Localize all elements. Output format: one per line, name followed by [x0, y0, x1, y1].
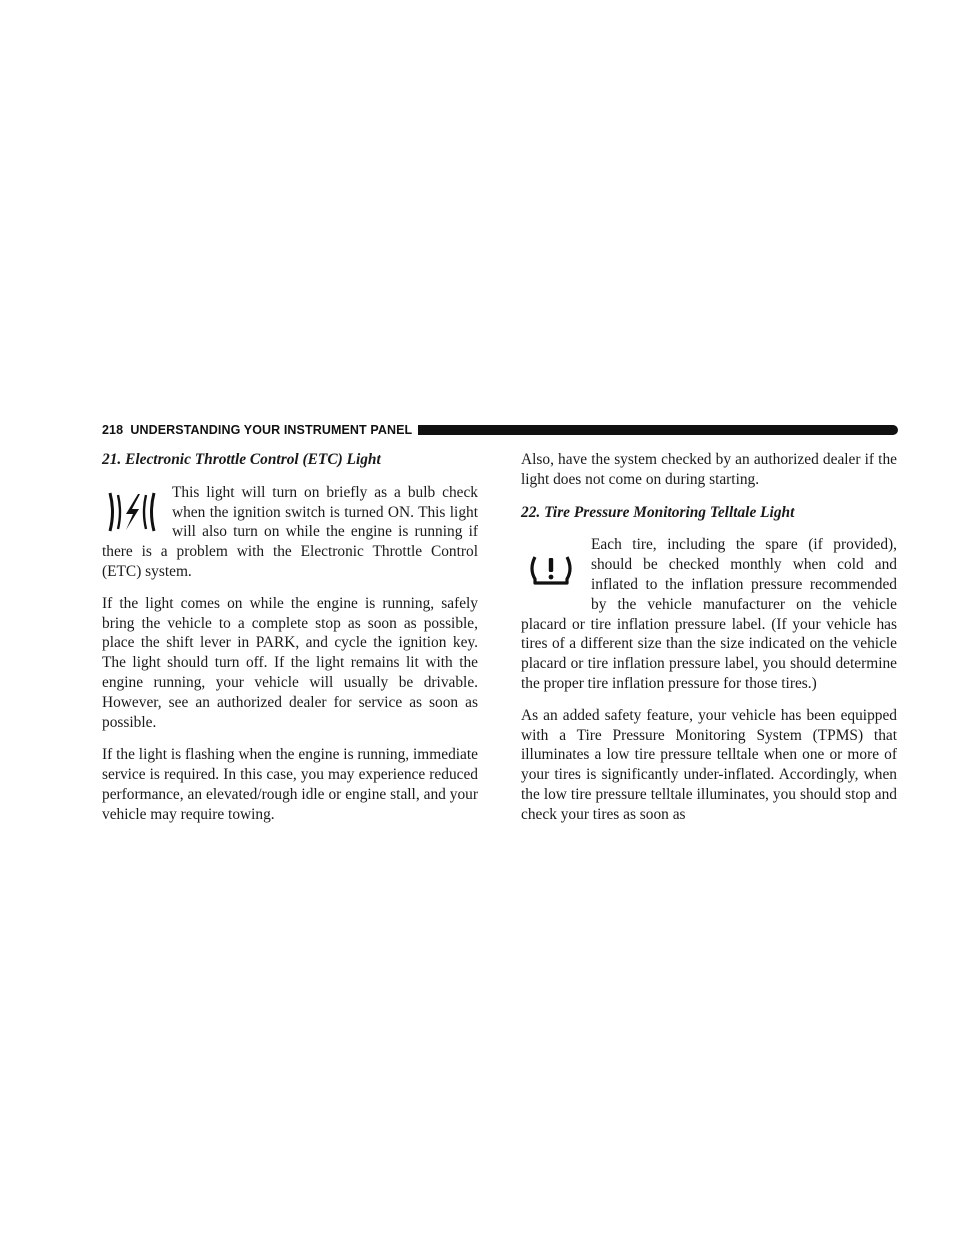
right-column [521, 450, 897, 838]
tire-pressure-icon [521, 547, 581, 597]
section-22-lead: Each tire, including the spare (if provided), should be checked monthly when cold and inflated to the inflation pressure recommended by the vehicle manufacturer on the vehicle placard or tire inflation pressure label. (If your vehicle has tires of a different size than the size indicated on the vehicle placard or tire inflation pressure label, you should determine the proper tire inflation pressure for those tires.) [521, 536, 897, 692]
etc-warning-icon [102, 489, 162, 535]
section-21-continued: Also, have the system checked by an authorized dealer if the light does not come on during starting. [521, 451, 897, 488]
section-21-intro [102, 483, 478, 582]
section-22-paragraph-2: As an added safety feature, your vehicle has been equipped with a Tire Pressure Monitoring System (TPMS) that illuminates a low tire pressure telltale when one or more of your tires is significantly under-inflated. Accordingly, when the low tire pressure telltale illuminates, you should stop and check your tires as soon as [521, 706, 897, 823]
left-column [102, 450, 478, 838]
section-21-lead: This light will turn on briefly as a bulb check when the ignition switch is turned ON. This light will also turn on while the engine is running if there is a problem with the Electronic Throttle Control (ETC) system. [102, 483, 478, 580]
page-header-text [102, 423, 412, 437]
header-rule [418, 425, 898, 435]
page-number: 218 [102, 423, 124, 437]
section-21-paragraph-3: If the light is flashing when the engine is running, immediate service is required. In this case, you may experience reduced performance, an elevated/rough idle or engine stall, and your vehicle may require towing. [102, 746, 478, 823]
section-21-heading: 21. Electronic Throttle Control (ETC) Light [102, 451, 381, 468]
page-header [102, 421, 898, 439]
section-title: UNDERSTANDING YOUR INSTRUMENT PANEL [130, 423, 413, 437]
section-22-heading: 22. Tire Pressure Monitoring Telltale Light [521, 503, 795, 521]
section-21-paragraph-2: If the light comes on while the engine is running, safely bring the vehicle to a complete stop as soon as possible, place the shift lever in PARK, and cycle the ignition key. The light should turn off. If the light remains lit with the engine running, your vehicle will usually be drivable. However, see an authorized dealer for service as soon as possible. [102, 594, 478, 731]
section-22-intro [521, 535, 897, 693]
